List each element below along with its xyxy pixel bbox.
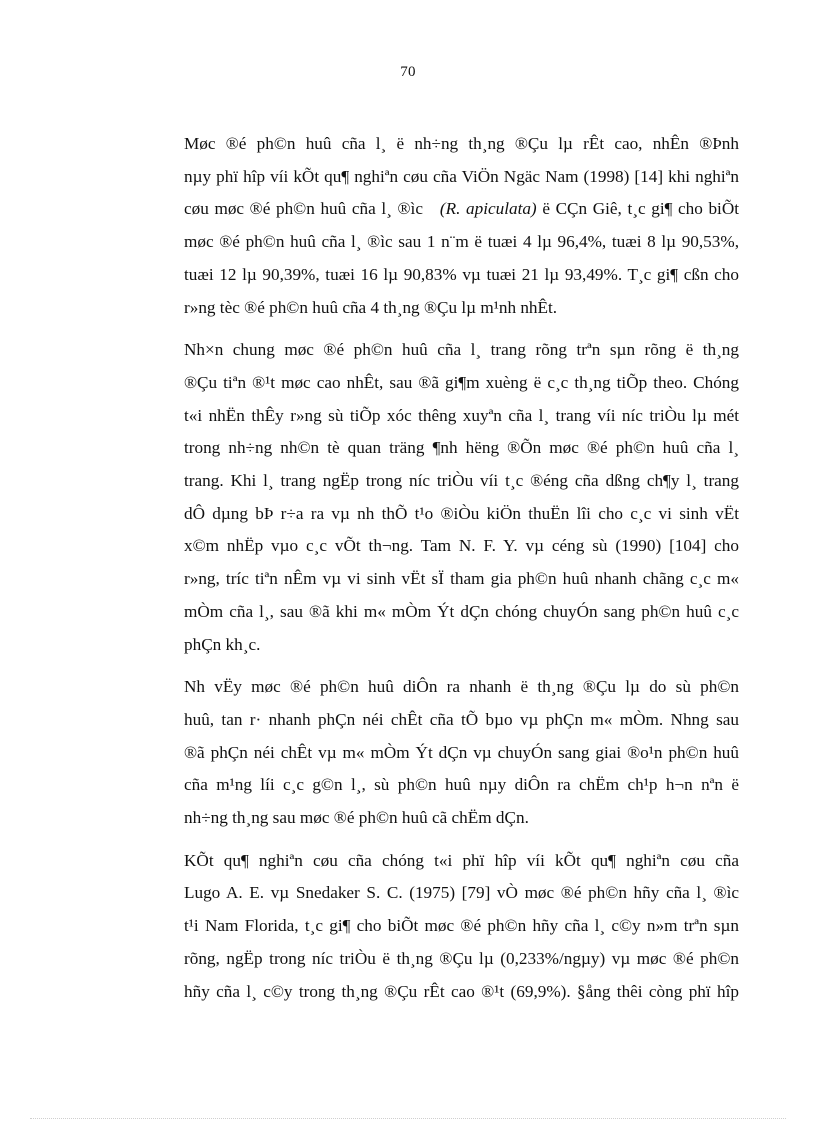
text-line: hñy cña l¸ c©y trong th¸ng ®Çu rÊt cao ®¹t (69,9%). §ång thêi còng phï hîp xyxy=(184,981,739,1001)
text-line: dÔ dµng bÞ r÷a ra vµ nh thÕ t¹o ®iÒu kiÖn thuËn lîi cho c¸c vi sinh vËt xyxy=(184,503,739,523)
species-name: (R. apiculata) xyxy=(439,199,537,219)
page-bottom-divider xyxy=(30,1118,786,1119)
text-fragment: ë CÇn Giê, t¸c gi¶ cho biÕt xyxy=(542,199,740,219)
text-line: phÇn kh¸c. xyxy=(184,634,261,654)
text-line: nµy phï hîp víi kÕt qu¶ nghiªn cøu cña ViÖn Ngäc Nam (1998) [14] khi nghiªn xyxy=(184,166,739,186)
text-line: huû, tan r· nhanh phÇn néi chÊt cña tÕ bµo vµ phÇn m« mÒm. Nhng sau xyxy=(184,709,739,729)
text-line: KÕt qu¶ nghiªn cøu cña chóng t«i phï hîp víi kÕt qu¶ nghiªn cøu cña xyxy=(184,850,739,870)
paragraph-3 xyxy=(135,671,739,835)
body-text xyxy=(135,128,739,1018)
text-line: møc ®é ph©n huû cña l¸ ®ìc sau 1 n¨m ë tuæi 4 lµ 96,4%, tuæi 8 lµ 90,53%, xyxy=(184,232,739,252)
page-number: 70 xyxy=(400,64,416,80)
text-line: t«i nhËn thÊy r»ng sù tiÕp xóc thêng xuyªn cña l¸ trang víi níc triÒu lµ mét xyxy=(184,405,739,425)
text-line: trang. Khi l¸ trang ngËp trong níc triÒu víi t¸c ®éng cña dßng ch¶y l¸ trang xyxy=(184,471,739,491)
text-line: cña m¹ng líi c¸c g©n l¸, sù ph©n huû nµy diÔn ra chËm ch¹p h¬n nªn ë xyxy=(184,775,739,795)
text-line: Nh vËy møc ®é ph©n huû diÔn ra nhanh ë th¸ng ®Çu lµ do sù ph©n xyxy=(184,677,739,697)
text-line: t¹i Nam Florida, t¸c gi¶ cho biÕt møc ®é ph©n hñy cña l¸ c©y n»m trªn sµn xyxy=(184,916,739,936)
text-line: trong nh÷ng nh©n tè quan träng ¶nh hëng ®Õn møc ®é ph©n huû cña l¸ xyxy=(184,438,739,458)
paragraph-2 xyxy=(135,334,739,661)
text-line xyxy=(135,193,739,226)
text-line: nh÷ng th¸ng sau møc ®é ph©n huû cã chËm dÇn. xyxy=(184,808,529,828)
text-line: r»ng, tríc tiªn nÊm vµ vi sinh vËt sÏ tham gia ph©n huû nhanh chãng c¸c m« xyxy=(184,569,739,589)
paragraph-1 xyxy=(135,128,739,324)
text-line: rõng, ngËp trong níc triÒu ë th¸ng ®Çu lµ (0,233%/ngµy) vµ møc ®é ph©n xyxy=(184,948,739,968)
text-line: x©m nhËp vµo c¸c vÕt th¬ng. Tam N. F. Y. vµ céng sù (1990) [104] cho xyxy=(184,536,739,556)
text-line: tuæi 12 lµ 90,39%, tuæi 16 lµ 90,83% vµ tuæi 21 lµ 93,49%. T¸c gi¶ cßn cho xyxy=(184,264,739,284)
text-line: ®ã phÇn néi chÊt vµ m« mÒm Ýt dÇn vµ chuyÓn sang giai ®o¹n ph©n huû xyxy=(184,742,739,762)
text-line: Lugo A. E. vµ Snedaker S. C. (1975) [79] vÒ møc ®é ph©n hñy cña l¸ ®ìc xyxy=(184,883,739,903)
text-line: Møc ®é ph©n huû cña l¸ ë nh÷ng th¸ng ®Çu lµ rÊt cao, nhÊn ®Þnh xyxy=(184,134,739,153)
text-fragment: cøu møc ®é ph©n huû cña l¸ ®ìc xyxy=(184,199,423,219)
text-line: mÒm cña l¸, sau ®ã khi m« mÒm Ýt dÇn chóng chuyÓn sang ph©n huû c¸c xyxy=(184,601,739,621)
text-line: ®Çu tiªn ®¹t møc cao nhÊt, sau ®ã gi¶m xuèng ë c¸c th¸ng tiÕp theo. Chóng xyxy=(184,372,739,392)
text-line: r»ng tèc ®é ph©n huû cña 4 th¸ng ®Çu lµ m¹nh nhÊt. xyxy=(184,297,558,317)
text-line: Nh×n chung møc ®é ph©n huû cña l¸ trang rõng trªn sµn rõng ë th¸ng xyxy=(184,340,739,360)
paragraph-4 xyxy=(135,845,739,1009)
